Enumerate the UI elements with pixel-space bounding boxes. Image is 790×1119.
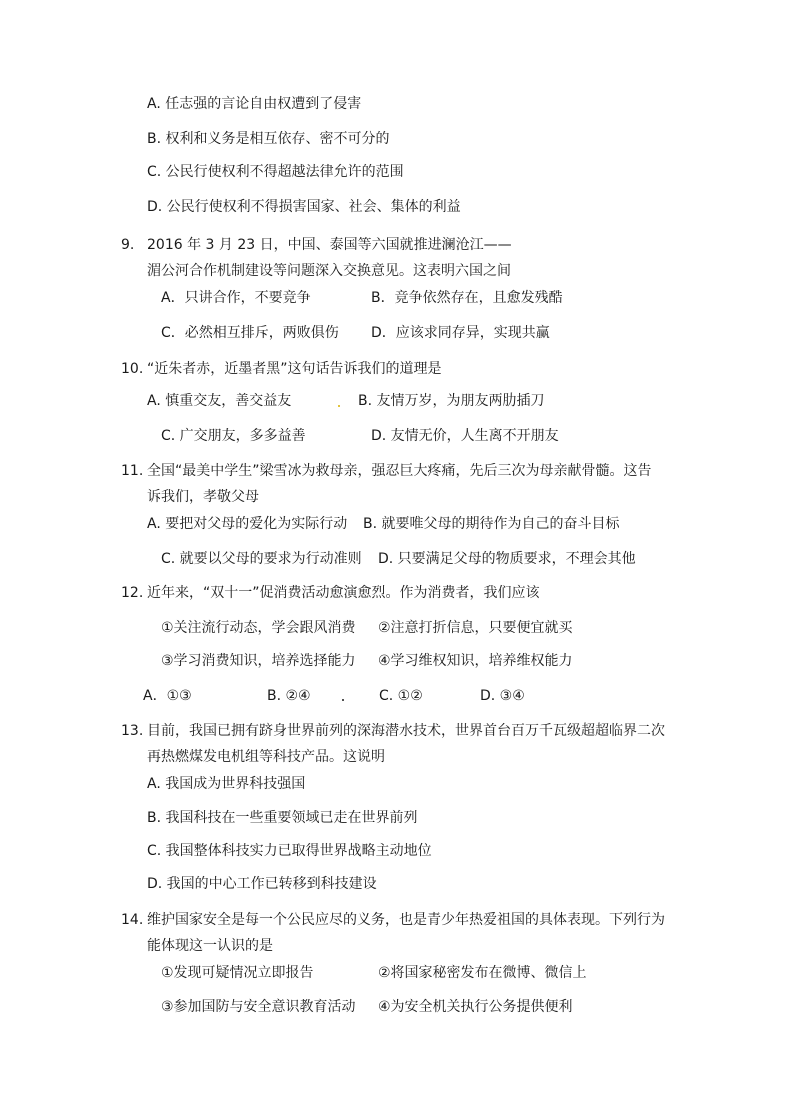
q10-number: 10. (121, 361, 144, 377)
q13-option-c: C. 我国整体科技实力已取得世界战略主动地位 (147, 843, 432, 859)
q12-statement-1: ①关注流行动态，学会跟风消费 (161, 620, 356, 636)
q13-option-a: A. 我国成为世界科技强国 (147, 776, 306, 792)
q11-option-a: A. 要把对父母的爱化为实际行动 (147, 516, 348, 532)
q14-stem-line-2: 能体现这一认识的是 (147, 938, 273, 954)
q12-option-a: A．①③ (143, 688, 192, 704)
q11-option-d: D. 只要满足父母的物质要求，不理会其他 (378, 551, 636, 567)
q9-option-a: A．只讲合作，不要竞争 (161, 290, 311, 306)
q13-number: 13. (121, 723, 144, 739)
q8-option-c: C. 公民行使权利不得超越法律允许的范围 (147, 164, 404, 180)
q12-statement-4: ④学习维权知识，培养维权能力 (378, 653, 573, 669)
q12-statement-3: ③学习消费知识，培养选择能力 (161, 653, 356, 669)
speck-mark-2 (342, 699, 344, 701)
q14-statement-3: ③参加国防与安全意识教育活动 (161, 999, 356, 1015)
q9-stem-line-1: 2016 年 3 月 23 日，中国、泰国等六国就推进澜沧江—— (147, 237, 512, 253)
q11-option-b: B. 就要唯父母的期待作为自己的奋斗目标 (363, 516, 620, 532)
q10-option-c: C. 广交朋友，多多益善 (161, 428, 306, 444)
q12-statement-2: ②注意打折信息，只要便宜就买 (378, 620, 573, 636)
q9-number: 9. (121, 237, 135, 253)
q9-stem-line-2: 湄公河合作机制建设等问题深入交换意见。这表明六国之间 (147, 263, 511, 279)
q12-stem: 近年来，“双十一”促消费活动愈演愈烈。作为消费者，我们应该 (147, 585, 540, 601)
q8-option-d: D. 公民行使权利不得损害国家、社会、集体的利益 (147, 199, 461, 215)
q8-option-a: A. 任志强的言论自由权遭到了侵害 (147, 96, 362, 112)
q14-statement-4: ④为安全机关执行公务提供便利 (378, 999, 573, 1015)
q10-option-d: D. 友情无价，人生离不开朋友 (371, 428, 559, 444)
q11-number: 11. (121, 463, 144, 479)
q12-option-c: C. ①② (379, 688, 423, 704)
q14-statement-1: ①发现可疑情况立即报告 (161, 965, 314, 981)
q13-option-b: B. 我国科技在一些重要领域已走在世界前列 (147, 810, 418, 826)
q14-statement-2: ②将国家秘密发布在微博、微信上 (378, 965, 587, 981)
q13-option-d: D. 我国的中心工作已转移到科技建设 (147, 876, 377, 892)
q9-option-d: D．应该求同存异，实现共赢 (371, 325, 550, 341)
q12-number: 12. (121, 585, 144, 601)
q11-option-c: C. 就要以父母的要求为行动准则 (161, 551, 362, 567)
q10-option-a: A. 慎重交友，善交益友 (147, 393, 292, 409)
speck-mark (338, 405, 340, 407)
q8-option-b: B. 权利和义务是相互依存、密不可分的 (147, 131, 390, 147)
q9-option-b: B．竞争依然存在，且愈发残酷 (371, 290, 563, 306)
q14-number: 14. (121, 912, 144, 928)
q11-stem-line-1: 全国“最美中学生”梁雪冰为救母亲，强忍巨大疼痛，先后三次为母亲献骨髓。这告 (147, 463, 652, 479)
q9-option-c: C．必然相互排斥，两败俱伤 (161, 325, 339, 341)
q10-option-b: B. 友情万岁，为朋友两肋插刀 (358, 393, 545, 409)
q13-stem-line-2: 再热燃煤发电机组等科技产品。这说明 (147, 749, 385, 765)
q11-stem-line-2: 诉我们，孝敬父母 (147, 489, 259, 505)
q10-stem: “近朱者赤，近墨者黑”这句话告诉我们的道理是 (147, 361, 442, 377)
q12-option-d: D. ③④ (480, 688, 525, 704)
q12-option-b: B. ②④ (267, 688, 311, 704)
q14-stem-line-1: 维护国家安全是每一个公民应尽的义务，也是青少年热爱祖国的具体表现。下列行为 (147, 912, 665, 928)
q13-stem-line-1: 目前，我国已拥有跻身世界前列的深海潜水技术，世界首台百万千瓦级超超临界二次 (147, 723, 665, 739)
